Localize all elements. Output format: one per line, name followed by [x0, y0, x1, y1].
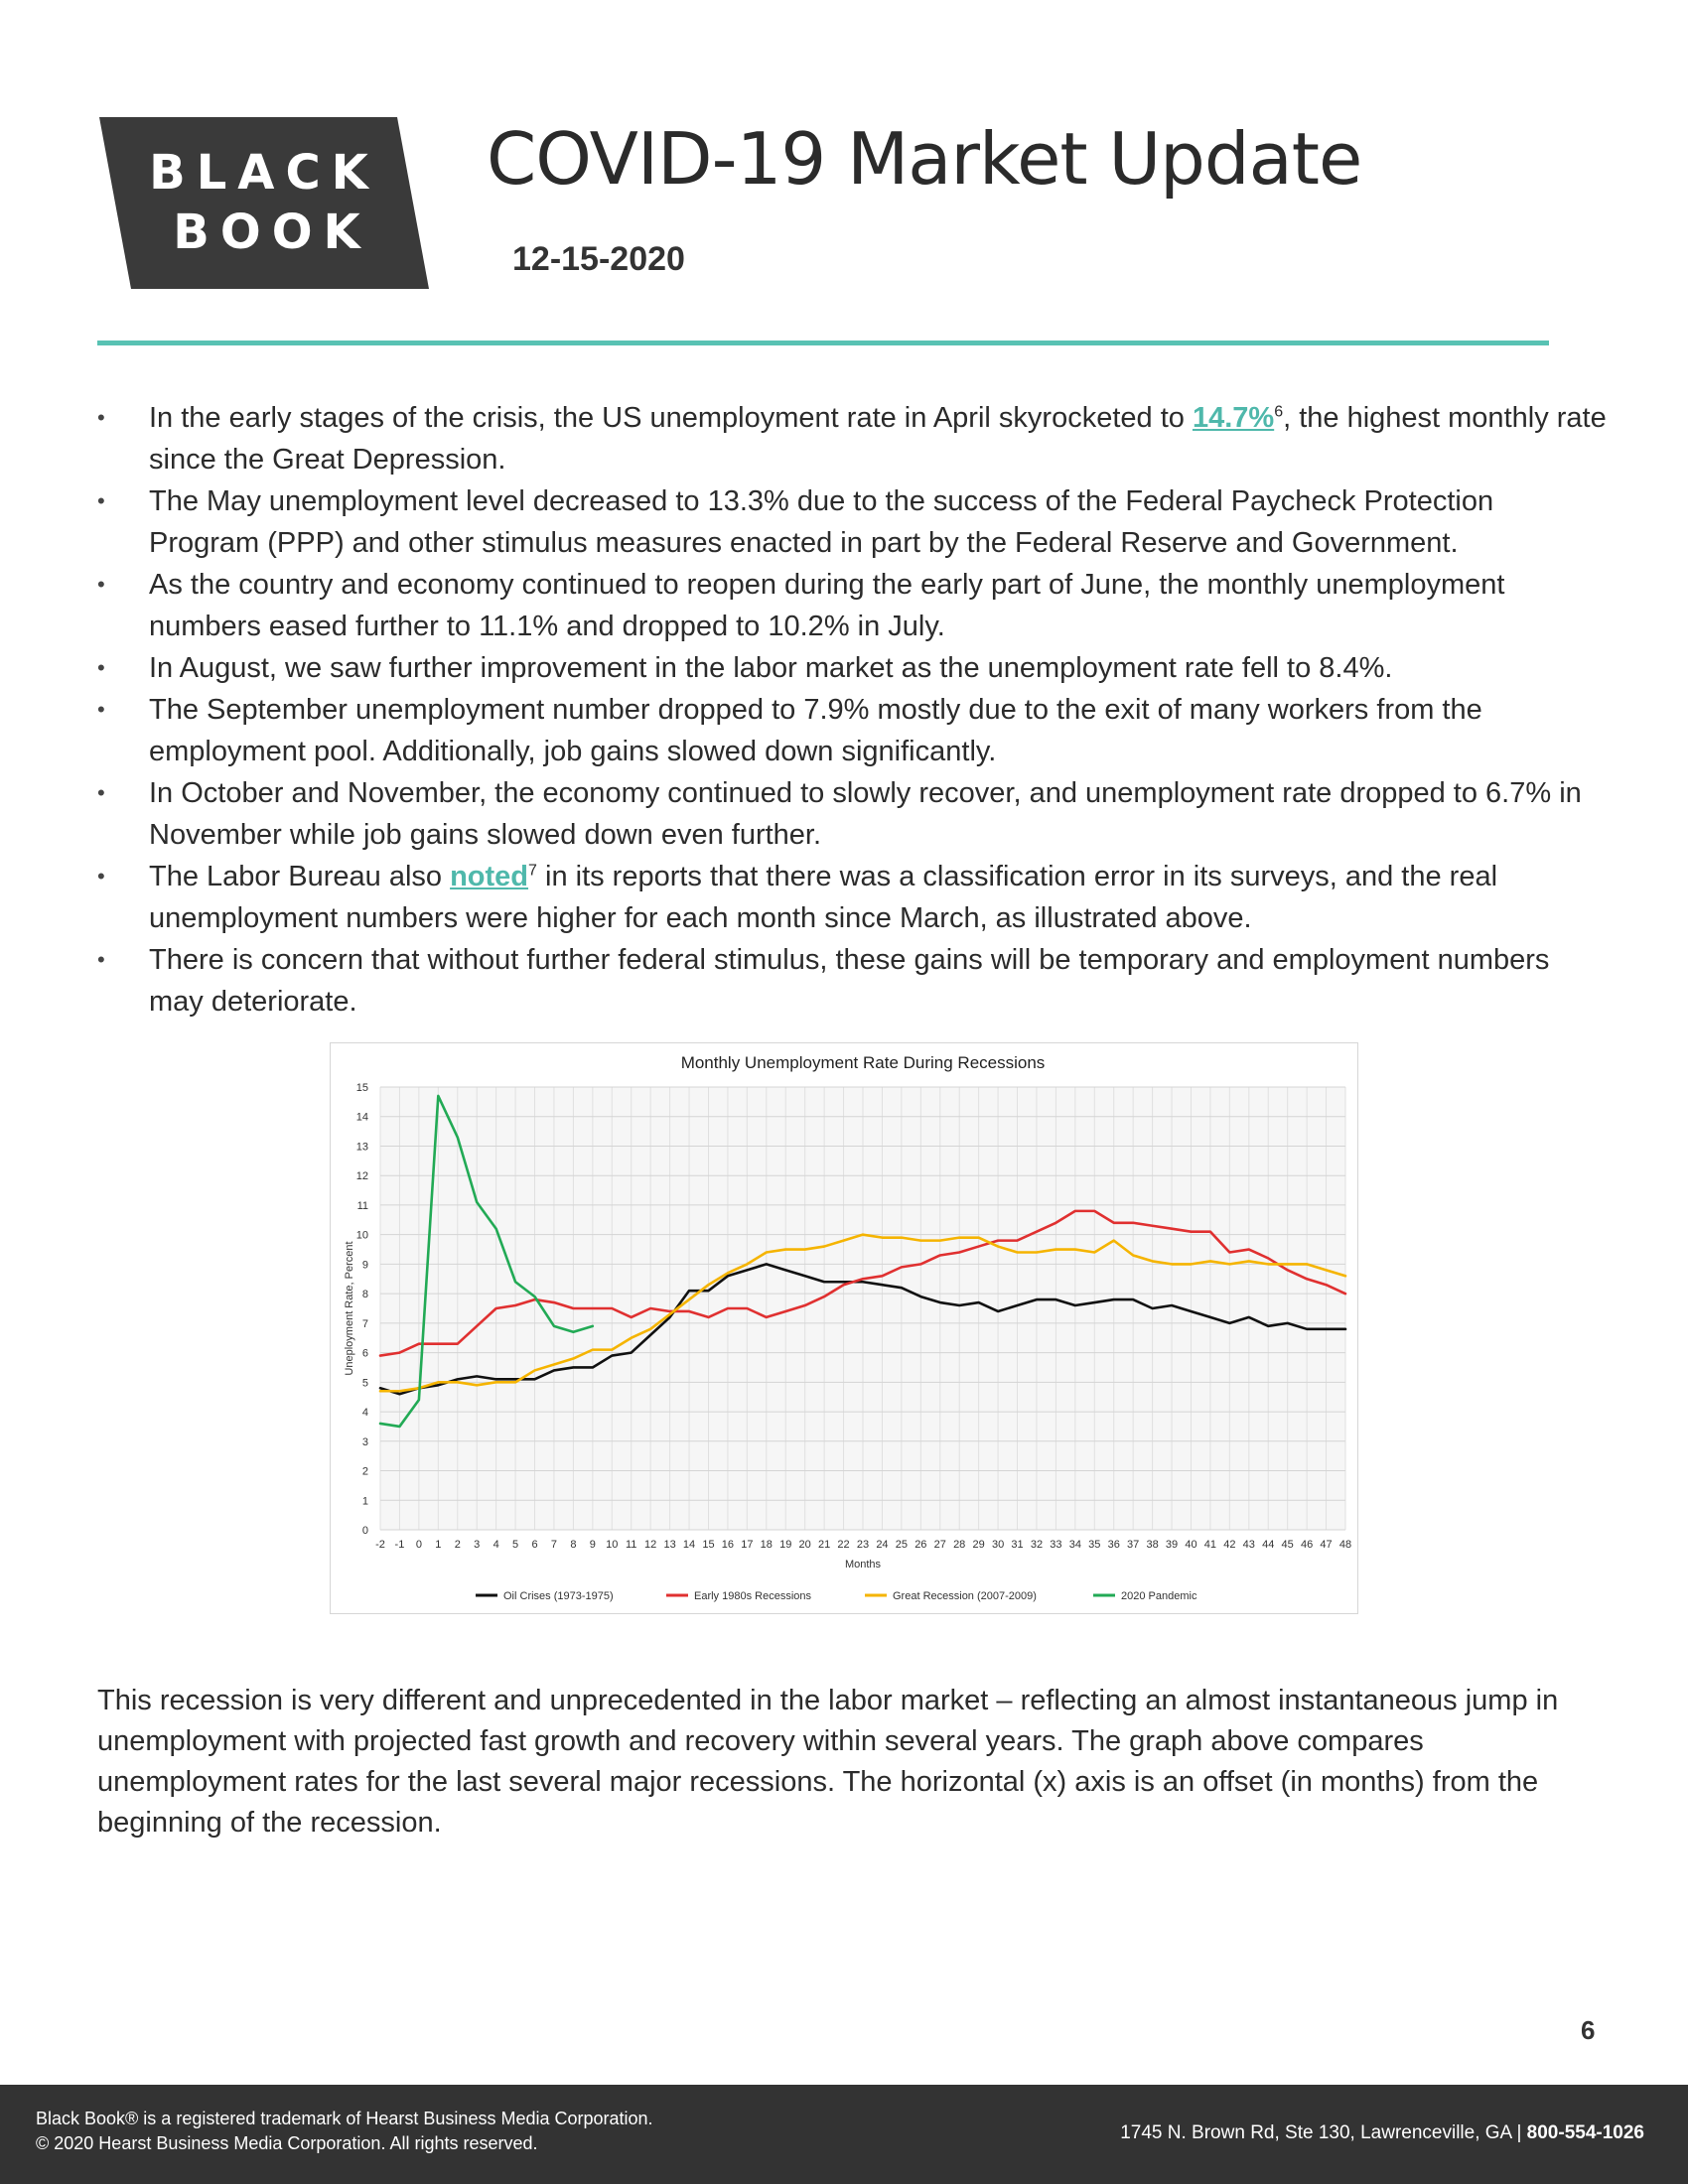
black-book-logo — [99, 117, 429, 289]
x-tick-label: 2 — [454, 1539, 461, 1551]
bullet-text: In August, we saw further improvement in the labor market as the unemployment rate fell to 8.4%. — [149, 652, 1393, 684]
x-tick-label: 20 — [798, 1539, 811, 1551]
x-tick-label: 5 — [512, 1539, 519, 1551]
bullet-text: in its reports that there was a classification error in its surveys, and the real unemployment numbers were higher for each month since March, as illustrated above. — [149, 861, 1498, 934]
unemployment-chart — [330, 1042, 1358, 1614]
y-tick-label: 4 — [361, 1407, 368, 1420]
x-tick-label: 30 — [991, 1539, 1005, 1551]
page-number: 6 — [1581, 2015, 1596, 2045]
report-date: 12-15-2020 — [512, 240, 685, 278]
x-tick-label: 23 — [856, 1539, 870, 1551]
legend-label: Great Recession (2007-2009) — [893, 1590, 1037, 1602]
x-tick-label: 24 — [876, 1539, 889, 1551]
x-tick-label: 33 — [1050, 1539, 1062, 1551]
logo-line-2: BOOK — [173, 205, 371, 260]
x-tick-label: 32 — [1030, 1539, 1044, 1551]
footnote-ref: 7 — [528, 862, 537, 880]
y-tick-label: 7 — [361, 1317, 368, 1330]
x-tick-label: 4 — [492, 1539, 499, 1551]
y-axis-label: Uneployment Rate, Percent — [344, 1241, 355, 1376]
x-tick-label: 16 — [721, 1539, 735, 1551]
x-tick-label: 17 — [741, 1539, 754, 1551]
x-tick-label: 11 — [626, 1539, 637, 1551]
footer-copyright: © 2020 Hearst Business Media Corporation. All rights reserved. — [36, 2133, 538, 2153]
x-tick-label: 34 — [1068, 1539, 1081, 1551]
bullet-text: In the early stages of the crisis, the US unemployment rate in April skyrocketed to — [149, 402, 1193, 434]
x-tick-label: 31 — [1011, 1539, 1024, 1551]
bullet-text: The May unemployment level decreased to 13.3% due to the success of the Federal Paycheck Protection Program (PPP) and other stimulus measures enacted in part by the Federal Reserve and Government. — [149, 485, 1494, 559]
bullet-text: There is concern that without further federal stimulus, these gains will be temporary and employment numbers may deteriorate. — [149, 944, 1550, 1018]
x-tick-label: 21 — [817, 1539, 831, 1551]
bullet-item — [97, 772, 1607, 856]
x-tick-label: -1 — [394, 1539, 405, 1551]
x-axis-label: Months — [844, 1559, 882, 1570]
y-tick-label: 8 — [361, 1289, 368, 1301]
footer-address: 1745 N. Brown Rd, Ste 130, Lawrenceville, GA | — [1120, 2122, 1527, 2143]
x-tick-label: 45 — [1281, 1539, 1294, 1551]
x-tick-label: 38 — [1146, 1539, 1159, 1551]
footer-trademark: Black Book® is a registered trademark of Hearst Business Media Corporation. — [36, 2109, 653, 2128]
x-tick-label: 27 — [933, 1539, 946, 1551]
x-tick-label: 0 — [415, 1539, 422, 1551]
source-link[interactable]: noted — [450, 861, 529, 892]
x-tick-label: 8 — [570, 1539, 577, 1551]
x-tick-label: 26 — [914, 1539, 927, 1551]
x-tick-label: 6 — [531, 1539, 538, 1551]
page-title: COVID-19 Market Update — [487, 117, 1362, 201]
legend-label: Early 1980s Recessions — [694, 1590, 812, 1602]
x-tick-label: 18 — [760, 1539, 773, 1551]
logo-line-1: BLACK — [149, 145, 379, 201]
y-tick-label: 1 — [361, 1495, 368, 1508]
chart-title: Monthly Unemployment Rate During Recessions — [680, 1053, 1046, 1072]
source-link[interactable]: 14.7% — [1192, 402, 1275, 434]
y-tick-label: 3 — [361, 1435, 368, 1448]
x-tick-label: 41 — [1203, 1539, 1217, 1551]
x-tick-label: 36 — [1107, 1539, 1120, 1551]
x-tick-label: 48 — [1338, 1539, 1352, 1551]
y-tick-label: 5 — [361, 1377, 368, 1390]
y-tick-label: 0 — [361, 1525, 368, 1537]
x-tick-label: 22 — [837, 1539, 850, 1551]
x-tick-label: 13 — [663, 1539, 676, 1551]
bullet-item — [97, 397, 1607, 480]
chart-svg — [331, 1043, 1357, 1613]
y-tick-label: 9 — [361, 1259, 368, 1272]
y-tick-label: 6 — [361, 1347, 368, 1360]
y-tick-label: 14 — [355, 1111, 368, 1124]
x-tick-label: 1 — [435, 1539, 442, 1551]
x-tick-label: 28 — [953, 1539, 966, 1551]
x-tick-label: 47 — [1320, 1539, 1333, 1551]
bullet-text: The September unemployment number dropped to 7.9% mostly due to the exit of many workers from the employment pool. Additionally, job gains slowed down significantly. — [149, 694, 1482, 767]
x-tick-label: 9 — [589, 1539, 596, 1551]
y-tick-label: 12 — [355, 1170, 368, 1183]
x-tick-label: 15 — [702, 1539, 715, 1551]
bullet-list — [97, 397, 1607, 1023]
x-tick-label: 7 — [550, 1539, 558, 1551]
logo-background — [99, 117, 429, 289]
y-tick-label: 11 — [356, 1199, 368, 1212]
x-tick-label: 19 — [779, 1539, 792, 1551]
legend-label: 2020 Pandemic — [1121, 1590, 1197, 1602]
footer-legal — [36, 2107, 653, 2156]
summary-paragraph: This recession is very different and unprecedented in the labor market – reflecting an almost instantaneous jump in unemployment with projected fast growth and recovery within several years. The graph above compares unemployment rates for the last several major recessions. The horizontal (x) axis is an offset (in months) from the beginning of the recession. — [97, 1685, 1559, 1839]
bullet-item — [97, 480, 1607, 564]
x-tick-label: 10 — [606, 1539, 619, 1551]
y-tick-label: 10 — [355, 1229, 368, 1242]
bullet-text: As the country and economy continued to reopen during the early part of June, the monthly unemployment numbers eased further to 11.1% and dropped to 10.2% in July. — [149, 569, 1505, 642]
legend-label: Oil Crises (1973-1975) — [503, 1590, 614, 1602]
x-tick-label: 3 — [474, 1539, 481, 1551]
bullet-text: In October and November, the economy continued to slowly recover, and unemployment rate dropped to 6.7% in November while job gains slowed down even further. — [149, 777, 1582, 851]
bullet-item — [97, 939, 1607, 1023]
header-divider — [97, 341, 1549, 345]
x-tick-label: 42 — [1223, 1539, 1236, 1551]
x-tick-label: 43 — [1242, 1539, 1255, 1551]
x-tick-label: -2 — [375, 1539, 385, 1551]
footer — [0, 2085, 1688, 2184]
bullet-item — [97, 856, 1607, 939]
bullet-item — [97, 564, 1607, 647]
x-tick-label: 35 — [1088, 1539, 1101, 1551]
x-tick-label: 14 — [682, 1539, 696, 1551]
footnote-ref: 6 — [1274, 403, 1284, 421]
x-tick-label: 29 — [972, 1539, 985, 1551]
y-tick-label: 15 — [355, 1082, 368, 1094]
y-tick-label: 2 — [361, 1465, 368, 1478]
x-tick-label: 12 — [644, 1539, 657, 1551]
x-tick-label: 39 — [1165, 1539, 1179, 1551]
footer-phone[interactable]: 800-554-1026 — [1526, 2122, 1644, 2143]
bullet-item — [97, 647, 1607, 689]
bullet-text: The Labor Bureau also — [149, 861, 451, 892]
y-tick-label: 13 — [355, 1141, 368, 1154]
footer-contact — [1120, 2122, 1644, 2144]
x-tick-label: 46 — [1300, 1539, 1314, 1551]
x-tick-label: 25 — [895, 1539, 909, 1551]
x-tick-label: 44 — [1262, 1539, 1275, 1551]
bullet-text: , the highest monthly rate since the Great Depression. — [149, 402, 1607, 476]
x-tick-label: 40 — [1185, 1539, 1197, 1551]
x-tick-label: 37 — [1127, 1539, 1140, 1551]
bullet-item — [97, 689, 1607, 772]
